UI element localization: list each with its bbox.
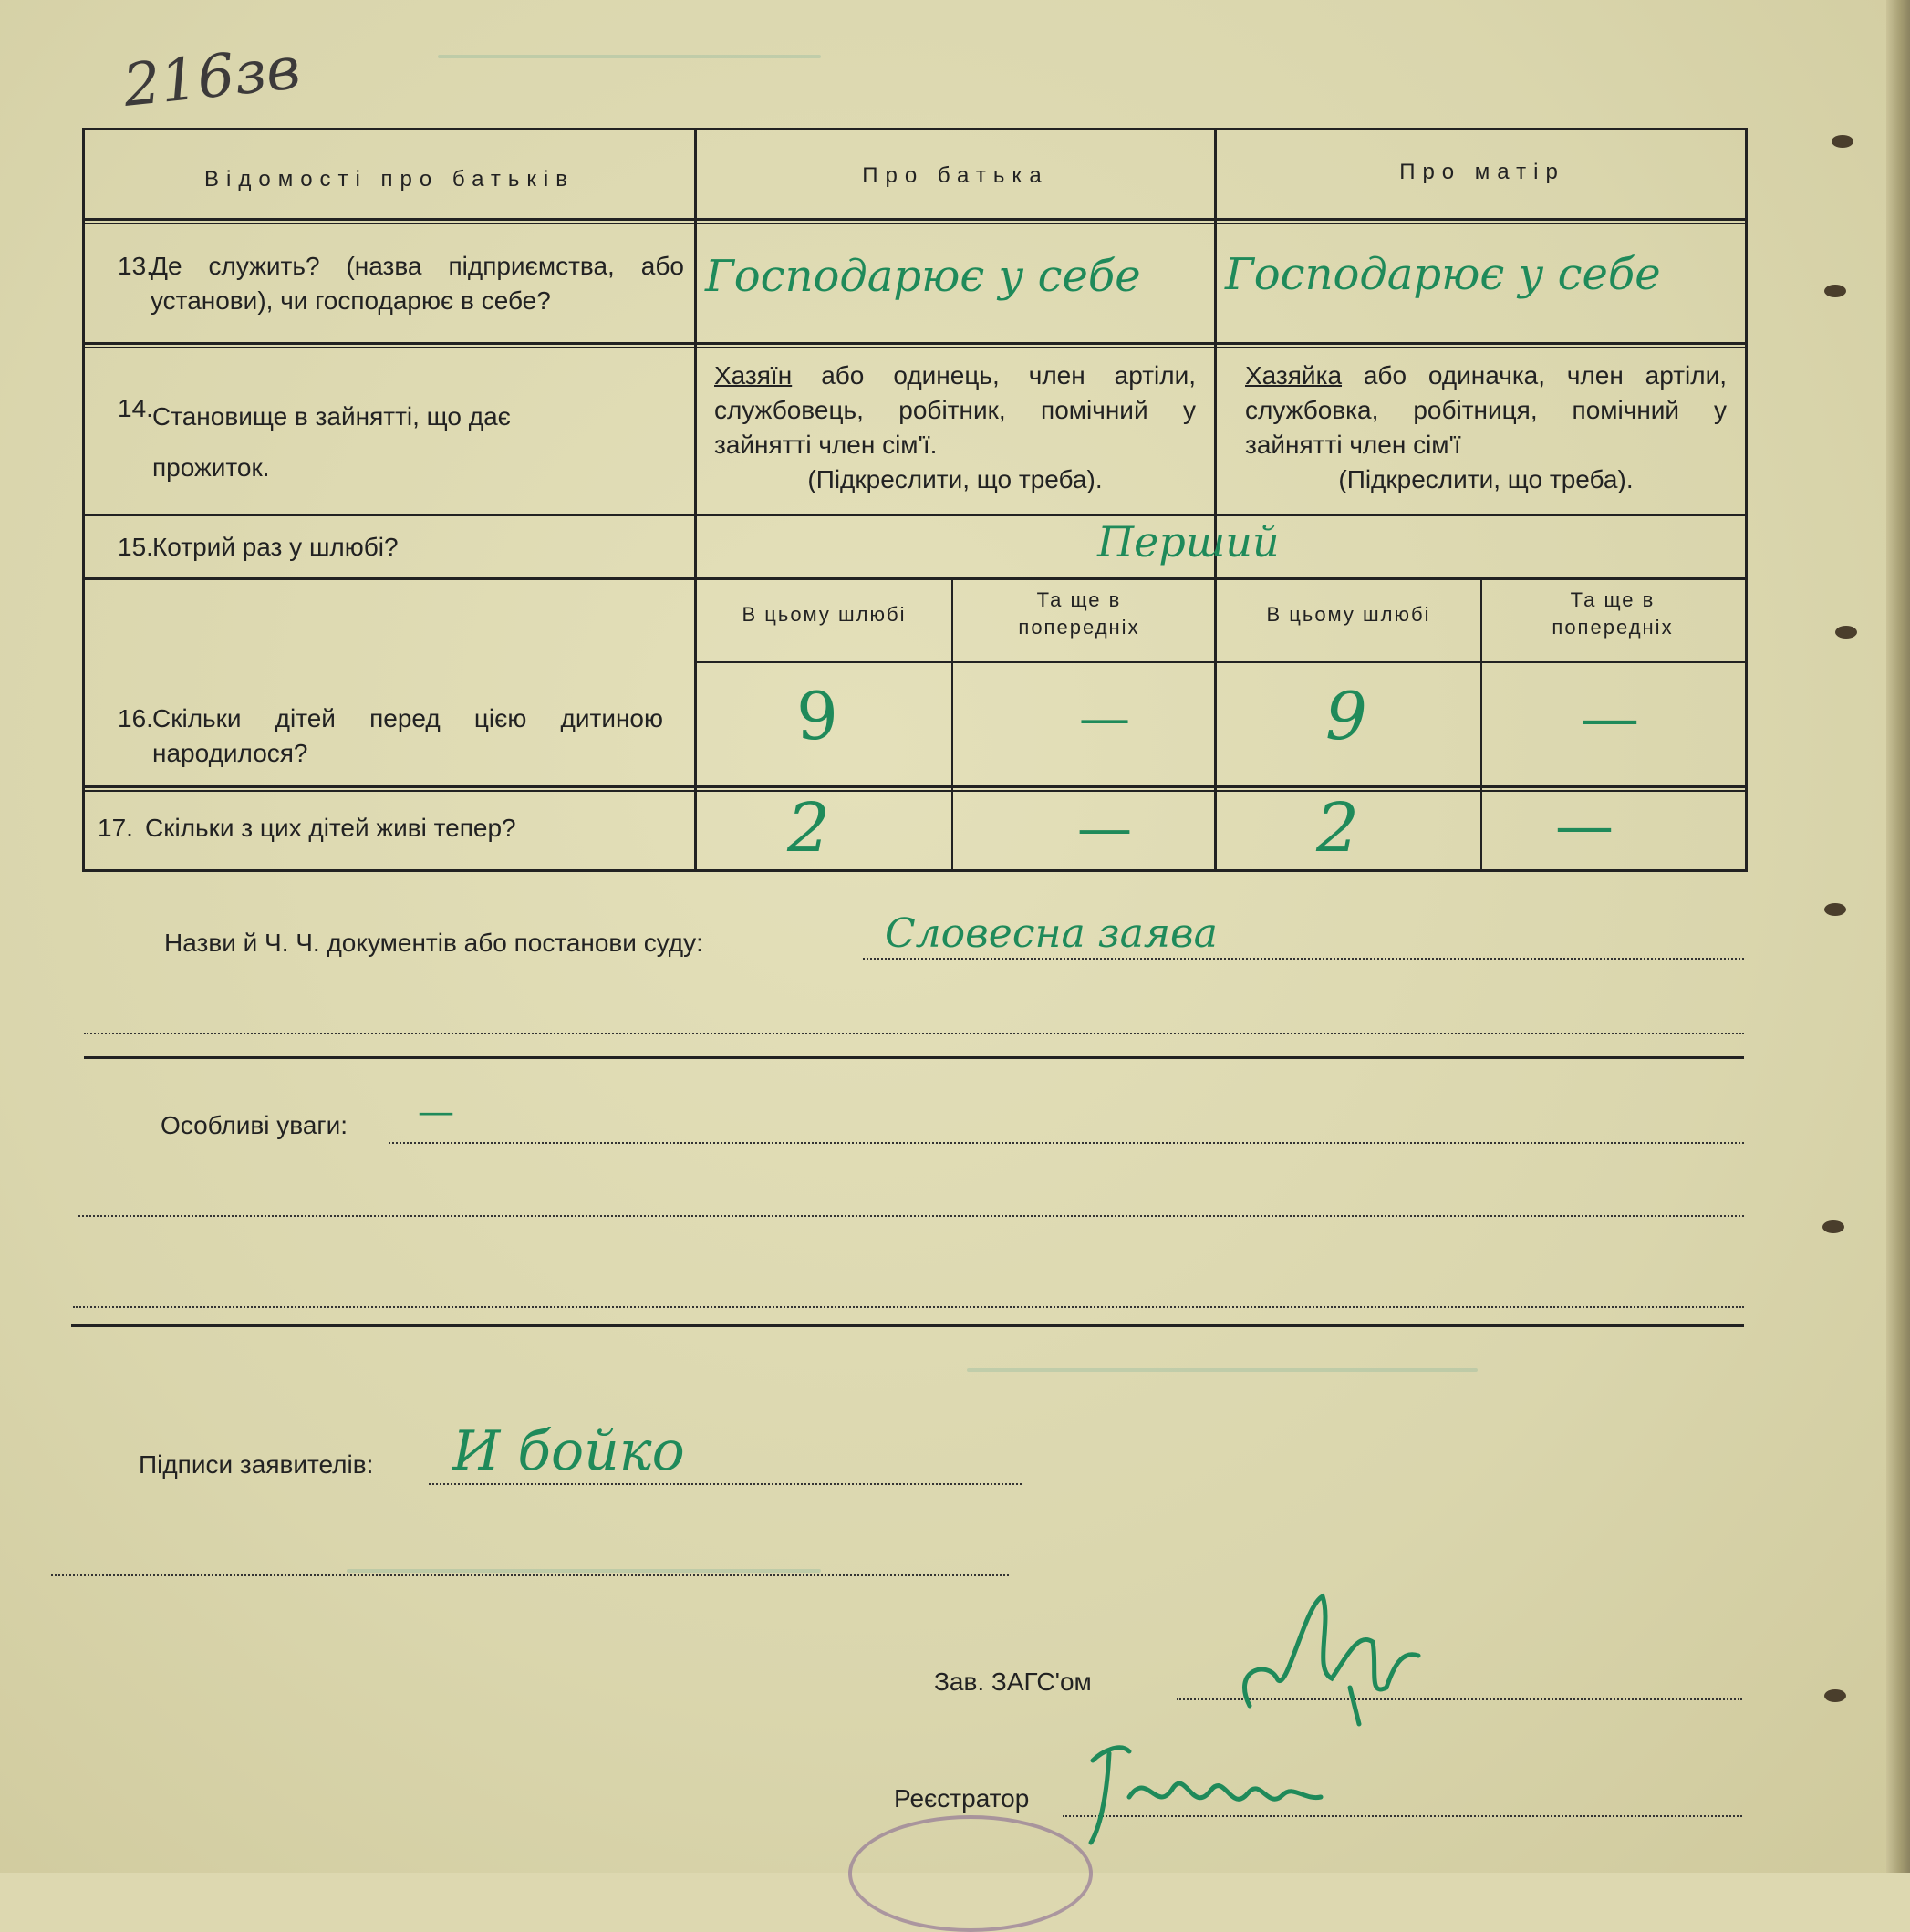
row16-subheader-mother-prev: Та ще в попередніх	[1552, 588, 1674, 639]
signatures-line-2	[51, 1574, 1009, 1576]
row16-subheader-father-prev: Та ще в попередніх	[1018, 588, 1140, 639]
remarks-line	[389, 1142, 1744, 1144]
row17-number: 17.	[98, 814, 133, 842]
remarks-label: Особливі уваги:	[161, 1111, 348, 1139]
table-divider	[85, 514, 1745, 516]
row17-father-this-value: 2	[787, 789, 831, 867]
row15-question: Котрий раз у шлюбі?	[152, 533, 399, 561]
table-divider	[1214, 130, 1217, 869]
bleed-through-mark	[438, 55, 821, 58]
row14-question: Становище в зайнятті, що дає прожиток.	[152, 402, 511, 482]
documents-line-2	[84, 1033, 1744, 1034]
row16-mother-prev-value: —	[1581, 685, 1639, 753]
table-divider	[694, 661, 1745, 663]
row16-subheader-mother-this: В цьому шлюбі	[1266, 603, 1431, 626]
row14-mother-options	[1245, 358, 1727, 497]
row14-mother-note: (Підкреслити, що треба).	[1338, 465, 1634, 493]
row16-father-this-value: 9	[796, 678, 838, 754]
binding-hole	[1824, 285, 1846, 297]
zags-head-signature	[1222, 1569, 1441, 1733]
remarks-value: —	[418, 1091, 454, 1133]
binding-hole	[1835, 626, 1857, 639]
row17-question: Скільки з цих дітей живі тепер?	[145, 814, 516, 842]
official-stamp	[848, 1815, 1093, 1932]
row16-number: 16.	[118, 704, 153, 732]
registrar-signature	[1065, 1733, 1357, 1852]
binding-hole	[1822, 1220, 1844, 1233]
row16-father-prev-value: —	[1079, 689, 1130, 748]
row14-mother-selected: Хазяйка	[1245, 361, 1343, 390]
row13-mother-value: Господарює у себе	[1225, 249, 1661, 300]
zags-head-label: Зав. ЗАГС'ом	[934, 1667, 1092, 1696]
section-rule	[84, 1056, 1744, 1059]
table-divider	[85, 218, 1745, 221]
row13-father-value: Господарює у себе	[705, 251, 1141, 302]
header-mother: Про матір	[1399, 160, 1565, 184]
row17-mother-prev-value: —	[1555, 793, 1614, 860]
row16-question: Скільки дітей перед цією дитиною народилося?	[152, 704, 663, 767]
row14-father-note: (Підкреслити, що треба).	[807, 465, 1103, 493]
row13-number: 13.	[118, 252, 153, 280]
bleed-through-mark	[347, 1569, 821, 1573]
row14-father-options-rest: або одинець, член артіли, службовець, робітник, помічний у зайнятті член сім'ї.	[714, 361, 1197, 459]
binding-hole	[1824, 1689, 1846, 1702]
signatures-label: Підписи заявителів:	[139, 1450, 374, 1479]
paper-edge	[1886, 0, 1910, 1873]
header-parents-info: Відомості про батьків	[204, 167, 575, 192]
table-divider	[951, 577, 953, 869]
binding-hole	[1832, 135, 1853, 148]
table-divider	[85, 785, 1745, 788]
row16-mother-this-value: 9	[1325, 678, 1367, 754]
remarks-line-3	[73, 1306, 1744, 1308]
row15-value: Перший	[1097, 517, 1280, 566]
row17-mother-this-value: 2	[1316, 789, 1360, 867]
documents-label: Назви й Ч. Ч. документів або постанови суду:	[164, 929, 703, 957]
row15-number: 15.	[118, 533, 153, 561]
documents-line	[863, 958, 1744, 960]
binding-hole	[1824, 903, 1846, 916]
bleed-through-mark	[967, 1368, 1478, 1372]
row14-father-options	[714, 358, 1196, 497]
table-divider	[85, 342, 1745, 345]
row16-subheader-father-this: В цьому шлюбі	[742, 603, 907, 626]
parents-info-table	[82, 128, 1748, 872]
row14-number: 14.	[118, 394, 153, 422]
applicant-signature: И бойко	[452, 1419, 685, 1483]
registrar-label: Реєстратор	[894, 1784, 1030, 1813]
row13-question: Де служить? (назва підприємства, або установи), чи господарює в себе?	[151, 252, 684, 315]
remarks-line-2	[78, 1215, 1744, 1217]
table-divider	[85, 577, 1745, 580]
table-divider	[1480, 577, 1482, 869]
section-rule	[71, 1324, 1744, 1327]
header-father: Про батька	[862, 163, 1049, 188]
table-divider	[85, 790, 1745, 792]
table-divider	[694, 130, 697, 869]
documents-value: Словесна заява	[885, 910, 1218, 957]
row14-mother-options-rest: або одиначка, член артіли, службовка, робітниця, помічний у зайнятті член сім'ї	[1245, 361, 1727, 459]
table-divider	[85, 223, 1745, 224]
table-divider	[85, 347, 1745, 348]
row17-father-prev-value: —	[1077, 796, 1132, 860]
row14-father-selected: Хазяїн	[714, 361, 793, 390]
signatures-line	[429, 1483, 1022, 1485]
page-number: 216зв	[119, 35, 304, 120]
